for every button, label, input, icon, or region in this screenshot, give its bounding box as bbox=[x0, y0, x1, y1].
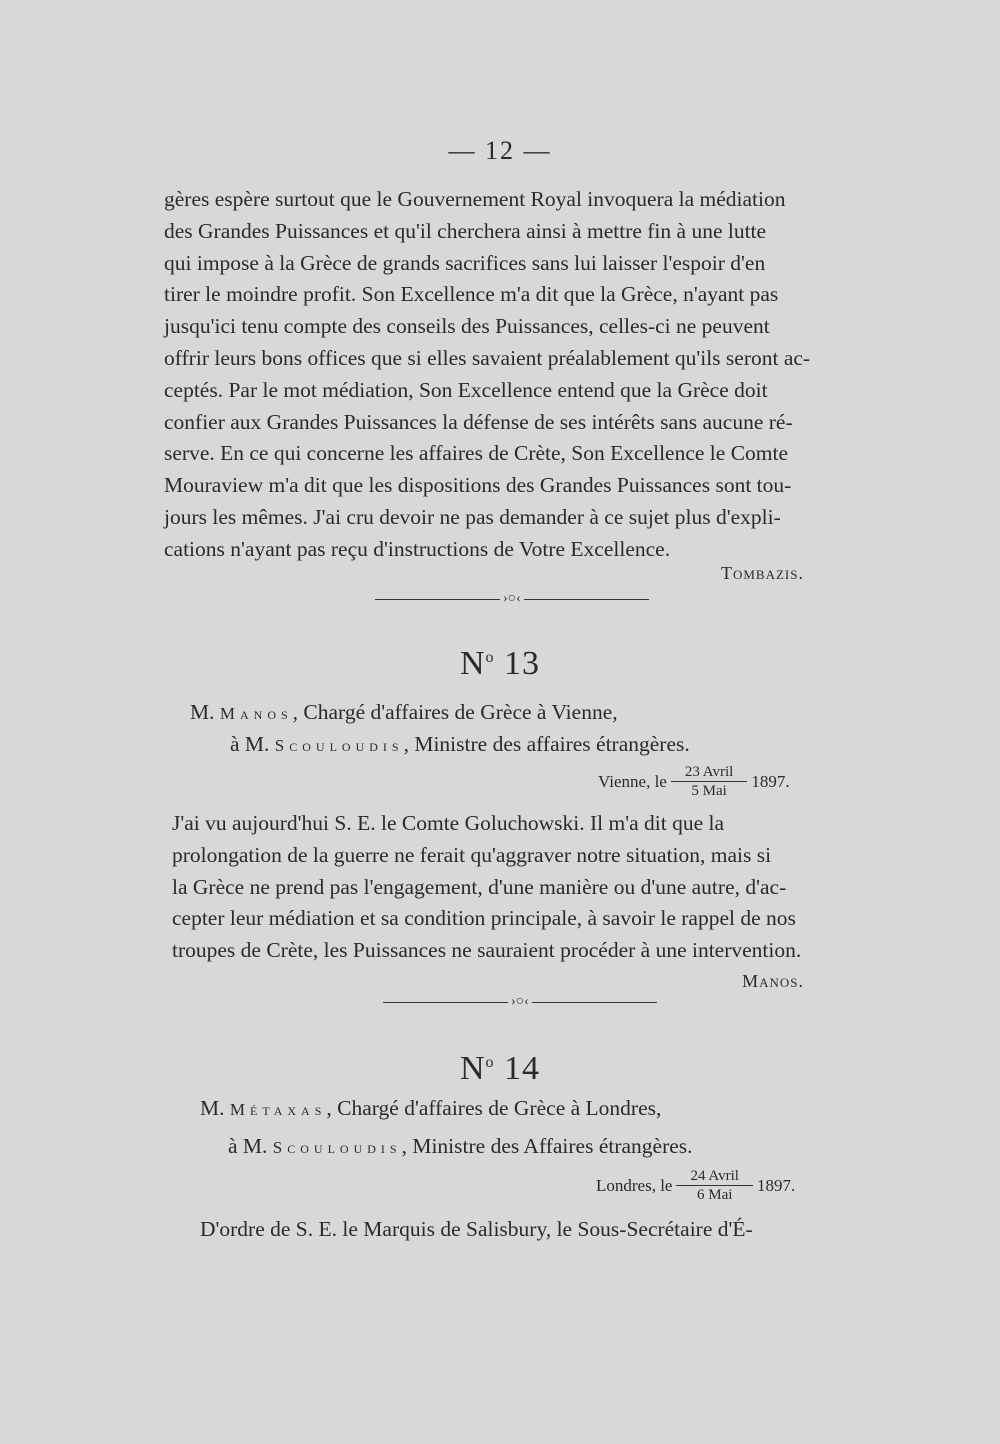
date-line bbox=[598, 763, 790, 800]
text-line: jusqu'ici tenu compte des conseils des Puissances, celles-ci ne peuvent bbox=[164, 314, 770, 339]
text-line: confier aux Grandes Puissances la défense de ses intérêts sans aucune ré- bbox=[164, 409, 793, 434]
text-line: D'ordre de S. E. le Marquis de Salisbury, le Sous-Secrétaire d'É- bbox=[200, 1217, 753, 1241]
signature-manos: Manos. bbox=[742, 971, 804, 991]
date-place: Londres, le bbox=[596, 1175, 673, 1195]
text-line: cations n'ayant pas reçu d'instructions de Votre Excellence. bbox=[164, 536, 671, 561]
text-line: Mouraview m'a dit que les dispositions des Grandes Puissances sont tou- bbox=[164, 473, 792, 498]
sender-prefix: M. bbox=[190, 700, 220, 724]
date-line bbox=[596, 1167, 795, 1204]
heading-number: 14 bbox=[494, 1050, 541, 1087]
recipient-name: Scouloudis bbox=[272, 1138, 402, 1157]
text-line: qui impose à la Grèce de grands sacrifices sans lui laisser l'espoir d'en bbox=[164, 250, 766, 275]
recipient-title: , Ministre des Affaires étrangères. bbox=[401, 1134, 693, 1158]
date-year: 1897. bbox=[751, 771, 790, 791]
sender-prefix: M. bbox=[200, 1096, 230, 1120]
date-fraction bbox=[671, 763, 747, 800]
heading-sup: o bbox=[485, 1054, 495, 1071]
letter-12-body bbox=[164, 184, 872, 566]
separator-line bbox=[375, 599, 500, 600]
heading-sup: o bbox=[485, 649, 495, 666]
recipient-prefix: à M. bbox=[230, 732, 275, 756]
separator-ornament: ›○‹ bbox=[503, 591, 521, 606]
recipient-line bbox=[228, 1134, 693, 1159]
date-julian: 23 Avril bbox=[671, 763, 747, 782]
date-gregorian: 6 Mai bbox=[697, 1187, 733, 1203]
text-line: tirer le moindre profit. Son Excellence m'a dit que la Grèce, n'ayant pas bbox=[164, 282, 779, 307]
text-line: J'ai vu aujourd'hui S. E. le Comte Goluchowski. Il m'a dit que la bbox=[172, 811, 725, 835]
date-place: Vienne, le bbox=[598, 771, 667, 791]
recipient-prefix: à M. bbox=[228, 1134, 273, 1158]
sender-title: , Chargé d'affaires de Grèce à Londres, bbox=[326, 1096, 662, 1120]
sender-line bbox=[200, 1096, 661, 1121]
date-julian: 24 Avril bbox=[676, 1167, 752, 1186]
recipient-title: , Ministre des affaires étrangères. bbox=[403, 732, 690, 756]
text-line: jours les mêmes. J'ai cru devoir ne pas demander à ce sujet plus d'expli- bbox=[164, 504, 781, 529]
text-line: la Grèce ne prend pas l'engagement, d'une manière ou d'une autre, d'ac- bbox=[172, 874, 787, 899]
recipient-name: Scouloudis bbox=[274, 736, 404, 755]
recipient-line bbox=[230, 732, 690, 757]
heading-no: N bbox=[459, 1050, 486, 1087]
signature-tombazis: Tombazis. bbox=[720, 563, 804, 583]
separator-line bbox=[532, 1002, 657, 1003]
heading-no: N bbox=[459, 645, 486, 682]
text-line: serve. En ce qui concerne les affaires de Crète, Son Excellence le Comte bbox=[164, 441, 789, 466]
date-year: 1897. bbox=[756, 1175, 796, 1195]
date-gregorian: 5 Mai bbox=[691, 783, 727, 799]
sender-title: , Chargé d'affaires de Grèce à Vienne, bbox=[292, 700, 618, 724]
heading-number: 13 bbox=[494, 645, 541, 682]
text-line: offrir leurs bons offices que si elles savaient préalablement qu'ils seront ac- bbox=[164, 345, 811, 370]
text-line: troupes de Crète, les Puissances ne sauraient procéder à une intervention. bbox=[172, 938, 802, 963]
document-heading-14 bbox=[0, 1050, 1000, 1088]
separator bbox=[383, 992, 657, 1012]
text-line: ceptés. Par le mot médiation, Son Excellence entend que la Grèce doit bbox=[164, 377, 768, 402]
sender-name: Manos bbox=[219, 704, 293, 723]
document-heading-13 bbox=[0, 645, 1000, 683]
date-fraction bbox=[676, 1167, 752, 1204]
text-line: cepter leur médiation et sa condition principale, à savoir le rappel de nos bbox=[172, 906, 796, 931]
separator bbox=[375, 589, 649, 609]
separator-line bbox=[383, 1002, 508, 1003]
separator-line bbox=[524, 599, 649, 600]
separator-ornament: ›○‹ bbox=[511, 994, 529, 1009]
page-number: — 12 — bbox=[448, 136, 552, 165]
sender-name: Métaxas bbox=[229, 1100, 327, 1119]
letter-13-body bbox=[172, 808, 872, 967]
sender-line bbox=[190, 700, 618, 725]
text-line: gères espère surtout que le Gouvernement Royal invoquera la médiation bbox=[164, 187, 786, 211]
letter-14-body bbox=[200, 1214, 876, 1246]
text-line: des Grandes Puissances et qu'il cherchera ainsi à mettre fin à une lutte bbox=[164, 218, 767, 243]
text-line: prolongation de la guerre ne ferait qu'aggraver notre situation, mais si bbox=[172, 842, 772, 867]
